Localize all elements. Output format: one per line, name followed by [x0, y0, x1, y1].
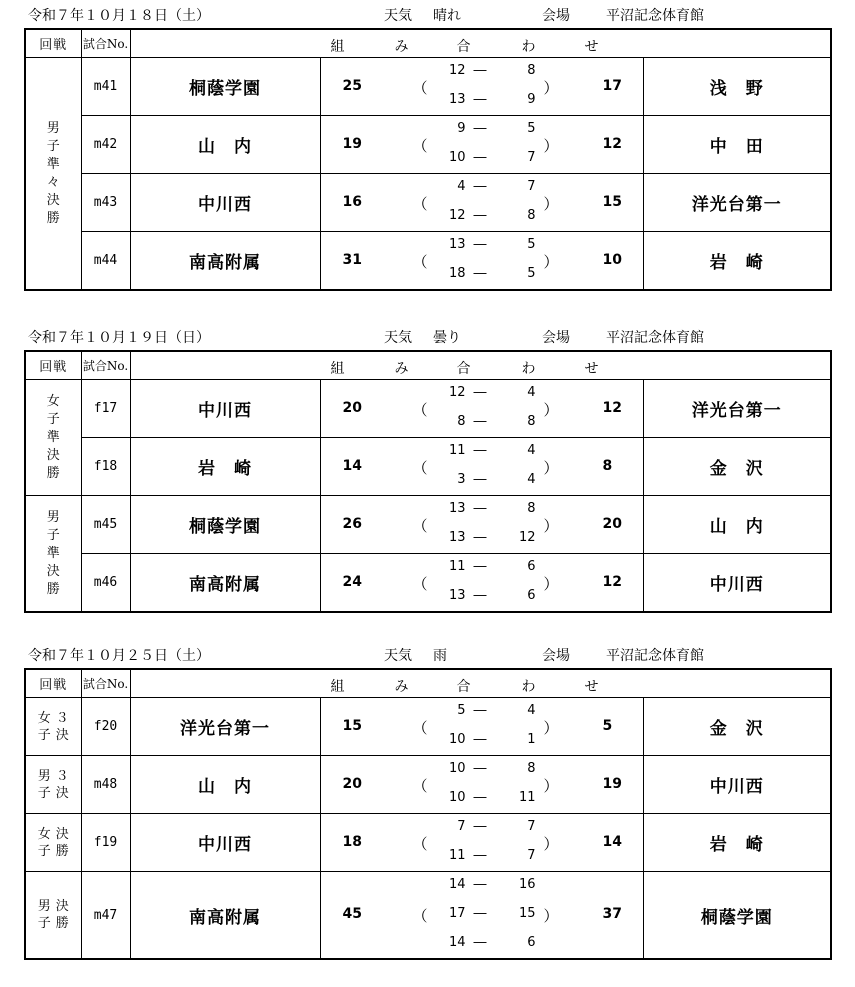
total-score-2: 5: [602, 717, 613, 734]
set-score-1: 13: [448, 530, 466, 545]
game-no-header: 試合No.: [81, 29, 130, 58]
total-score-1: 24: [342, 573, 362, 590]
venue-label: 会場: [542, 330, 570, 346]
pairing-header-char: み: [394, 39, 409, 55]
match-row: [25, 438, 831, 496]
close-paren: ）: [543, 574, 559, 593]
pairing-header-char: み: [394, 361, 409, 377]
set-score-1: 7: [457, 819, 466, 834]
set-score-2: 7: [527, 150, 536, 165]
total-score-1: 18: [342, 833, 362, 850]
set-score-1: 10: [448, 150, 466, 165]
pairing-header-char: せ: [584, 361, 599, 377]
pairing-header: [130, 669, 831, 698]
round-label-char: 子: [37, 916, 51, 931]
match-id: m48: [81, 756, 130, 814]
weather-value: 雨: [433, 648, 447, 664]
match-row: [25, 814, 831, 872]
set-dash: ―: [473, 935, 487, 950]
total-score-1: 45: [342, 906, 362, 922]
set-score-2: 16: [518, 877, 536, 892]
total-score-1: 31: [342, 251, 362, 268]
weather-label: 天気: [384, 648, 412, 664]
round-label-char: 女: [37, 826, 51, 842]
set-dash: ―: [473, 385, 487, 400]
match-id: f17: [81, 380, 130, 438]
round-label-char: 勝: [55, 916, 69, 931]
set-score-2: 4: [527, 385, 536, 400]
total-score-2: 37: [602, 906, 622, 922]
set-score-2: 4: [527, 703, 536, 718]
round-label: [25, 814, 81, 872]
match-row: [25, 116, 831, 174]
set-dash: ―: [473, 237, 487, 252]
pairing-header-char: み: [394, 679, 409, 695]
total-score-1: 14: [342, 457, 362, 474]
round-label-char: 決: [55, 826, 69, 842]
round-label: [25, 756, 81, 814]
team-2: 洋光台第一: [643, 380, 831, 438]
match-id: m41: [81, 58, 130, 116]
round-label-char: ３: [55, 710, 69, 726]
total-score-2: 12: [602, 135, 622, 152]
round-label-char: 勝: [46, 465, 60, 481]
set-dash: ―: [473, 588, 487, 603]
day-header: [0, 322, 855, 348]
set-dash: ―: [473, 472, 487, 487]
round-label: [25, 872, 81, 960]
round-label-char: 子: [46, 411, 60, 427]
venue-value: 平沼記念体育館: [606, 330, 704, 346]
open-paren: （: [412, 136, 428, 155]
round-label-char: 決: [46, 192, 60, 208]
open-paren: （: [412, 718, 428, 737]
round-label-char: 々: [46, 174, 60, 190]
set-score-2: 4: [527, 472, 536, 487]
match-id: m45: [81, 496, 130, 554]
team-2: 中川西: [643, 756, 831, 814]
score-cell: [320, 380, 643, 438]
set-score-2: 5: [527, 266, 536, 281]
set-score-1: 10: [448, 790, 466, 805]
set-score-1: 13: [448, 588, 466, 603]
open-paren: （: [412, 78, 428, 97]
team-2: 桐蔭学園: [643, 872, 831, 960]
match-row: [25, 698, 831, 756]
team-1: 南高附属: [130, 554, 320, 613]
team-2: 洋光台第一: [643, 174, 831, 232]
set-dash: ―: [473, 443, 487, 458]
set-score-2: 15: [518, 906, 536, 921]
match-row: [25, 58, 831, 116]
close-paren: ）: [543, 718, 559, 737]
set-dash: ―: [473, 559, 487, 574]
total-score-1: 25: [342, 77, 362, 94]
match-id: m47: [81, 872, 130, 960]
team-1: 洋光台第一: [130, 698, 320, 756]
set-score-1: 12: [448, 63, 466, 78]
team-2: 岩 崎: [643, 814, 831, 872]
team-2: 中 田: [643, 116, 831, 174]
set-dash: ―: [473, 63, 487, 78]
close-paren: ）: [543, 400, 559, 419]
pairing-header-char: 組: [330, 361, 345, 377]
pairing-header-char: 組: [330, 39, 345, 55]
date: 令和７年１０月２５日（土）: [28, 648, 210, 664]
pairing-header-char: 合: [456, 679, 471, 695]
set-score-1: 10: [448, 761, 466, 776]
venue-value: 平沼記念体育館: [606, 8, 704, 24]
pairing-header-char: 合: [456, 39, 471, 55]
set-score-2: 8: [527, 63, 536, 78]
set-score-2: 5: [527, 237, 536, 252]
total-score-1: 20: [342, 775, 362, 792]
weather-value: 晴れ: [433, 8, 461, 24]
round-label-char: 子: [37, 843, 51, 859]
total-score-1: 19: [342, 135, 362, 152]
team-1: 山 内: [130, 756, 320, 814]
round-label-char: 決: [46, 563, 60, 579]
pairing-header-char: わ: [521, 39, 536, 55]
set-dash: ―: [473, 266, 487, 281]
venue-label: 会場: [542, 648, 570, 664]
set-score-1: 11: [448, 848, 466, 863]
team-1: 桐蔭学園: [130, 58, 320, 116]
round-label-char: 男: [37, 899, 51, 914]
match-row: [25, 872, 831, 960]
close-paren: ）: [543, 516, 559, 535]
set-score-2: 7: [527, 848, 536, 863]
open-paren: （: [412, 516, 428, 535]
team-1: 南高附属: [130, 872, 320, 960]
set-score-1: 11: [448, 559, 466, 574]
score-cell: [320, 554, 643, 613]
score-cell: [320, 58, 643, 116]
round-label-char: 男: [37, 768, 51, 784]
round-label-char: 決: [46, 447, 60, 463]
open-paren: （: [412, 400, 428, 419]
set-dash: ―: [473, 414, 487, 429]
venue-value: 平沼記念体育館: [606, 648, 704, 664]
set-dash: ―: [473, 790, 487, 805]
round-label-char: ３: [55, 768, 69, 784]
round-label-char: 勝: [55, 843, 69, 859]
set-dash: ―: [473, 848, 487, 863]
round-label-char: 男: [46, 509, 60, 525]
match-id: f20: [81, 698, 130, 756]
team-1: 岩 崎: [130, 438, 320, 496]
close-paren: ）: [543, 458, 559, 477]
set-score-2: 8: [527, 501, 536, 516]
total-score-1: 20: [342, 399, 362, 416]
round-label-char: 準: [46, 156, 60, 172]
close-paren: ）: [543, 252, 559, 271]
set-score-1: 12: [448, 208, 466, 223]
day-header: [0, 0, 855, 26]
set-score-1: 9: [457, 121, 466, 136]
open-paren: （: [412, 907, 428, 925]
set-dash: ―: [473, 530, 487, 545]
date: 令和７年１０月１９日（日）: [28, 330, 210, 346]
total-score-1: 16: [342, 193, 362, 210]
match-row: [25, 496, 831, 554]
close-paren: ）: [543, 776, 559, 795]
total-score-1: 15: [342, 717, 362, 734]
match-row: [25, 756, 831, 814]
set-dash: ―: [473, 121, 487, 136]
set-dash: ―: [473, 501, 487, 516]
weather-value: 曇り: [433, 330, 461, 346]
pairing-header-char: 組: [330, 679, 345, 695]
close-paren: ）: [543, 834, 559, 853]
round-label-char: 準: [46, 429, 60, 445]
set-score-1: 13: [448, 237, 466, 252]
pairing-header-char: せ: [584, 679, 599, 695]
match-row: [25, 380, 831, 438]
pairing-header-char: 合: [456, 361, 471, 377]
score-cell: [320, 496, 643, 554]
total-score-2: 8: [602, 457, 613, 474]
set-dash: ―: [473, 877, 487, 892]
close-paren: ）: [543, 136, 559, 155]
set-score-1: 4: [457, 179, 466, 194]
game-no-header: 試合No.: [81, 351, 130, 380]
match-row: [25, 174, 831, 232]
set-score-2: 7: [527, 179, 536, 194]
match-row: [25, 232, 831, 291]
set-score-1: 11: [448, 443, 466, 458]
venue-label: 会場: [542, 8, 570, 24]
set-score-1: 8: [457, 414, 466, 429]
team-2: 浅 野: [643, 58, 831, 116]
set-score-1: 13: [448, 501, 466, 516]
set-score-2: 8: [527, 208, 536, 223]
open-paren: （: [412, 834, 428, 853]
set-score-2: 6: [527, 559, 536, 574]
set-score-1: 5: [457, 703, 466, 718]
set-score-2: 1: [527, 732, 536, 747]
score-cell: [320, 438, 643, 496]
set-score-2: 7: [527, 819, 536, 834]
match-id: m43: [81, 174, 130, 232]
team-1: 山 内: [130, 116, 320, 174]
results-table: [24, 28, 832, 291]
header-row: [25, 29, 831, 58]
total-score-2: 19: [602, 775, 622, 792]
round-label-char: 子: [46, 138, 60, 154]
game-no-header: 試合No.: [81, 669, 130, 698]
round-label: [25, 58, 81, 291]
close-paren: ）: [543, 907, 559, 925]
team-2: 金 沢: [643, 698, 831, 756]
header-row: [25, 351, 831, 380]
set-score-2: 4: [527, 443, 536, 458]
set-dash: ―: [473, 150, 487, 165]
header-row: [25, 669, 831, 698]
close-paren: ）: [543, 194, 559, 213]
round-label-char: 子: [37, 785, 51, 801]
date: 令和７年１０月１８日（土）: [28, 8, 210, 24]
set-score-2: 6: [527, 935, 536, 950]
set-dash: ―: [473, 906, 487, 921]
round-label-char: 子: [37, 727, 51, 743]
team-2: 山 内: [643, 496, 831, 554]
score-cell: [320, 814, 643, 872]
score-cell: [320, 232, 643, 291]
set-score-1: 14: [448, 877, 466, 892]
set-score-2: 8: [527, 414, 536, 429]
round-label-char: 子: [46, 527, 60, 543]
score-cell: [320, 174, 643, 232]
open-paren: （: [412, 776, 428, 795]
match-id: m44: [81, 232, 130, 291]
total-score-2: 10: [602, 251, 622, 268]
set-dash: ―: [473, 179, 487, 194]
score-cell: [320, 698, 643, 756]
total-score-2: 15: [602, 193, 622, 210]
team-2: 中川西: [643, 554, 831, 613]
close-paren: ）: [543, 78, 559, 97]
round-header: 回戦: [25, 29, 81, 58]
pairing-header: [130, 351, 831, 380]
set-score-1: 10: [448, 732, 466, 747]
weather-label: 天気: [384, 8, 412, 24]
set-score-1: 3: [457, 472, 466, 487]
match-id: f18: [81, 438, 130, 496]
round-header: 回戦: [25, 351, 81, 380]
set-score-2: 8: [527, 761, 536, 776]
team-1: 中川西: [130, 174, 320, 232]
set-score-1: 17: [448, 906, 466, 921]
set-score-1: 12: [448, 385, 466, 400]
round-label-char: 決: [55, 727, 69, 743]
total-score-2: 12: [602, 399, 622, 416]
round-label: [25, 496, 81, 613]
total-score-2: 17: [602, 77, 622, 94]
open-paren: （: [412, 574, 428, 593]
set-dash: ―: [473, 208, 487, 223]
open-paren: （: [412, 194, 428, 213]
team-2: 金 沢: [643, 438, 831, 496]
set-score-1: 18: [448, 266, 466, 281]
pairing-header-char: わ: [521, 361, 536, 377]
set-score-2: 6: [527, 588, 536, 603]
round-label-char: 勝: [46, 581, 60, 597]
round-header: 回戦: [25, 669, 81, 698]
pairing-header: [130, 29, 831, 58]
set-score-2: 5: [527, 121, 536, 136]
set-dash: ―: [473, 732, 487, 747]
team-2: 岩 崎: [643, 232, 831, 291]
team-1: 中川西: [130, 380, 320, 438]
round-label-char: 女: [46, 393, 60, 409]
match-id: m42: [81, 116, 130, 174]
day-header: [0, 640, 855, 666]
results-table: [24, 668, 832, 960]
pairing-header-char: せ: [584, 39, 599, 55]
round-label-char: 準: [46, 545, 60, 561]
match-id: f19: [81, 814, 130, 872]
open-paren: （: [412, 252, 428, 271]
weather-label: 天気: [384, 330, 412, 346]
round-label-char: 決: [55, 899, 69, 914]
round-label-char: 勝: [46, 210, 60, 226]
match-id: m46: [81, 554, 130, 613]
total-score-2: 20: [602, 515, 622, 532]
team-1: 中川西: [130, 814, 320, 872]
total-score-2: 12: [602, 573, 622, 590]
set-score-1: 13: [448, 92, 466, 107]
set-score-2: 11: [518, 790, 536, 805]
pairing-header-char: わ: [521, 679, 536, 695]
score-cell: [320, 872, 643, 960]
set-dash: ―: [473, 92, 487, 107]
round-label-char: 男: [46, 120, 60, 136]
set-dash: ―: [473, 761, 487, 776]
round-label-char: 女: [37, 710, 51, 726]
open-paren: （: [412, 458, 428, 477]
set-score-2: 9: [527, 92, 536, 107]
round-label: [25, 380, 81, 496]
total-score-1: 26: [342, 515, 362, 532]
round-label-char: 決: [55, 785, 69, 801]
score-cell: [320, 756, 643, 814]
team-1: 南高附属: [130, 232, 320, 291]
match-row: [25, 554, 831, 613]
set-score-2: 12: [518, 530, 536, 545]
round-label: [25, 698, 81, 756]
set-dash: ―: [473, 819, 487, 834]
set-score-1: 14: [448, 935, 466, 950]
score-cell: [320, 116, 643, 174]
team-1: 桐蔭学園: [130, 496, 320, 554]
results-table: [24, 350, 832, 613]
set-dash: ―: [473, 703, 487, 718]
total-score-2: 14: [602, 833, 622, 850]
